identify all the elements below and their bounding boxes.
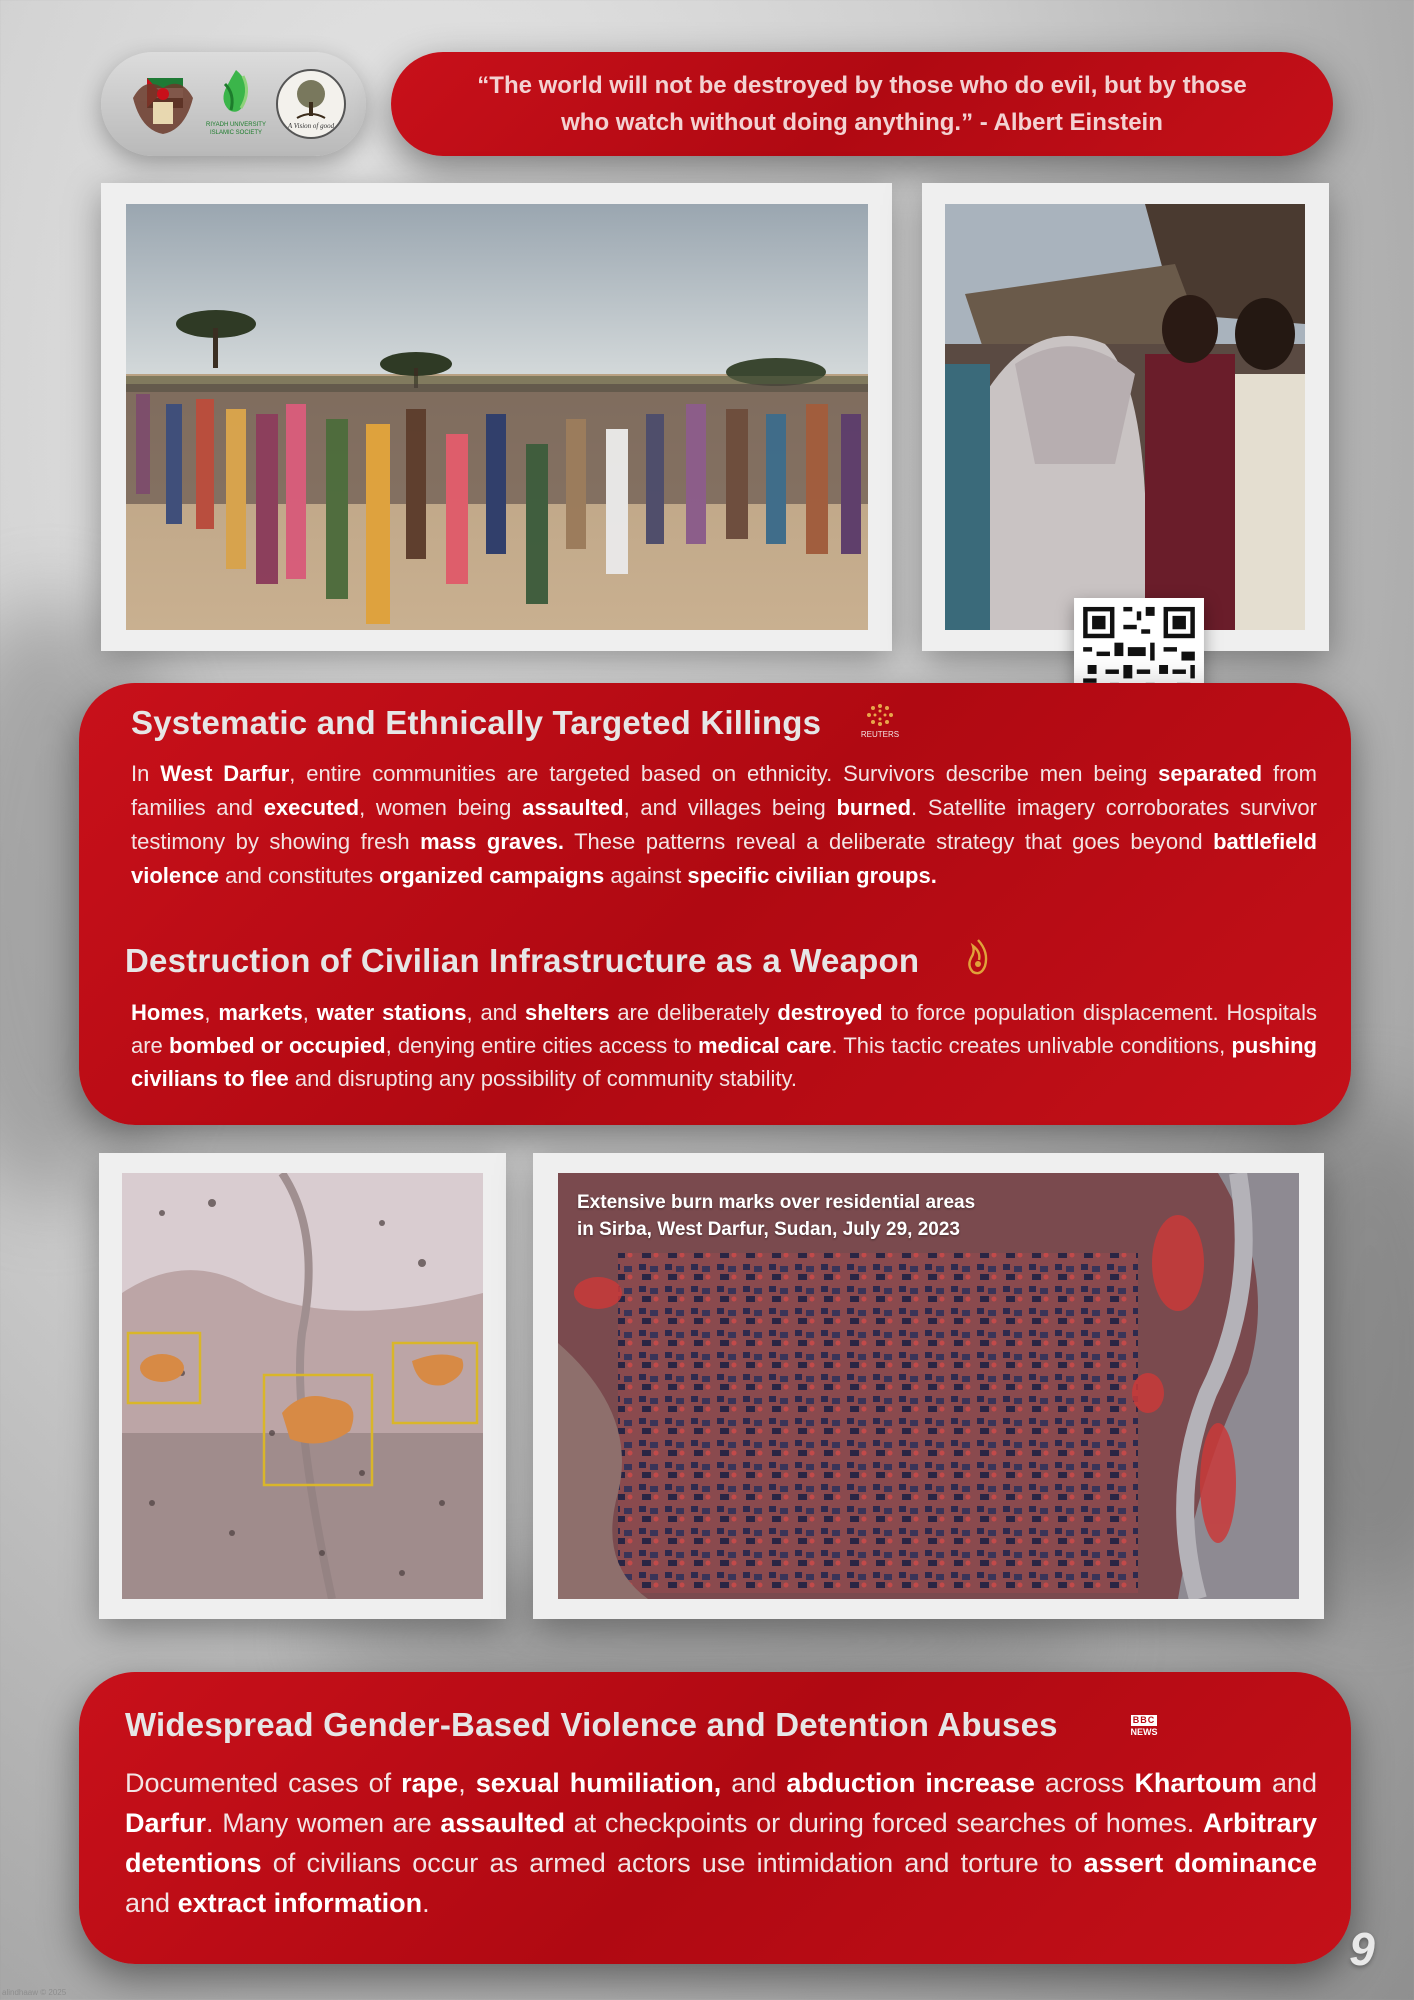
body-text: These patterns reveal a deliberate strategy that goes beyond xyxy=(563,829,1214,854)
page-number: 9 xyxy=(1349,1923,1375,1975)
body-text: , xyxy=(204,1000,219,1025)
section-body-infrastructure xyxy=(131,996,1317,1095)
emphasized-text: separated xyxy=(1158,761,1263,786)
body-text: . Satellite imagery corroborates survivor testimony by showing fresh xyxy=(131,795,1317,854)
satellite-mass-graves xyxy=(122,1173,483,1599)
burn-image-caption xyxy=(577,1189,975,1243)
satellite-frame-burn xyxy=(533,1153,1324,1619)
emphasized-text: organized campaigns xyxy=(379,863,605,888)
body-text: . This tactic creates unlivable conditions, xyxy=(831,1033,1232,1058)
emphasized-text: destroyed xyxy=(777,1000,883,1025)
body-text: from families and xyxy=(131,761,1317,820)
body-text: and xyxy=(1261,1768,1317,1798)
vision-of-good-logo xyxy=(273,66,349,142)
body-text: at checkpoints or during forced searches of homes. xyxy=(564,1808,1203,1838)
emphasized-text: assaulted xyxy=(440,1808,565,1838)
burn-caption-line1: Extensive burn marks over residential areas xyxy=(577,1192,976,1213)
reuters-source-badge xyxy=(860,702,900,739)
emphasized-text: specific civilian groups. xyxy=(687,863,937,888)
emphasized-text: executed xyxy=(263,795,360,820)
bbc-news-text: NEWS xyxy=(1130,1727,1158,1737)
reuters-icon xyxy=(865,702,895,730)
svg-text:ISLAMIC SOCIETY: ISLAMIC SOCIETY xyxy=(209,130,263,136)
body-text: against xyxy=(604,863,688,888)
photo-frame-mourners xyxy=(922,183,1329,651)
footer-credit: alindhaaw © 2025 xyxy=(2,1988,67,1997)
emphasized-text: assaulted xyxy=(522,795,624,820)
svg-text:A Vision of good: A Vision of good xyxy=(287,122,335,130)
body-text: . xyxy=(422,1888,430,1918)
svg-text:RIYADH UNIVERSITY: RIYADH UNIVERSITY xyxy=(206,122,266,128)
emphasized-text: markets xyxy=(218,1000,303,1025)
emphasized-text: shelters xyxy=(525,1000,610,1025)
body-text: are deliberately xyxy=(609,1000,778,1025)
emphasized-text: burned xyxy=(836,795,912,820)
body-text: , and xyxy=(466,1000,526,1025)
body-text: across xyxy=(1034,1768,1135,1798)
photo-frame-crowd xyxy=(101,183,892,651)
emphasized-text: rape xyxy=(401,1768,459,1798)
sudan-emblem-logo xyxy=(125,68,201,140)
body-text: and xyxy=(721,1768,787,1798)
section-title-gender-violence: Widespread Gender-Based Violence and Detention Abuses xyxy=(125,1706,1058,1743)
emphasized-text: Homes xyxy=(131,1000,205,1025)
emphasized-text: West Darfur xyxy=(160,761,290,786)
body-text: Documented cases of xyxy=(125,1768,402,1798)
reuters-label: REUTERS xyxy=(860,730,900,739)
section-title-killings: Systematic and Ethnically Targeted Killings xyxy=(131,704,822,741)
body-text: of civilians occur as armed actors use intimidation and torture to xyxy=(261,1848,1084,1878)
body-text: to force population displacement. Hospitals are xyxy=(131,1000,1317,1058)
emphasized-text: mass graves. xyxy=(420,829,564,854)
section-body-killings xyxy=(131,757,1317,893)
satellite-frame-graves xyxy=(99,1153,506,1619)
emphasized-text: sexual humiliation, xyxy=(475,1768,722,1798)
emphasized-text: pushing civilians to flee xyxy=(131,1033,1317,1091)
islamic-society-logo xyxy=(205,66,267,142)
emphasized-text: battlefield violence xyxy=(131,829,1317,888)
section-body-gender-violence xyxy=(125,1763,1317,1923)
emphasized-text: water stations xyxy=(316,1000,467,1025)
burn-caption-line2: in Sirba, West Darfur, Sudan, July 29, 2023 xyxy=(577,1219,960,1240)
body-text: , xyxy=(302,1000,317,1025)
body-text: , denying entire cities access to xyxy=(385,1033,698,1058)
bbc-news-badge xyxy=(1127,1715,1161,1738)
body-text: . Many women are xyxy=(206,1808,441,1838)
body-text: and disrupting any possibility of community stability. xyxy=(288,1066,798,1091)
emphasized-text: Arbitrary detentions xyxy=(125,1808,1318,1878)
logo-group xyxy=(101,52,366,156)
emphasized-text: Khartoum xyxy=(1134,1768,1262,1798)
emphasized-text: bombed or occupied xyxy=(169,1033,386,1058)
body-text: and constitutes xyxy=(219,863,380,888)
body-text: , women being xyxy=(359,795,523,820)
photo-mourners xyxy=(945,204,1305,630)
quote-text: “The world will not be destroyed by those who do evil, but by those who watch without doing anything.” - Albert Einstein xyxy=(477,72,1247,136)
body-text: , and villages being xyxy=(623,795,837,820)
body-text: , entire communities are targeted based on ethnicity. Survivors describe men being xyxy=(289,761,1159,786)
bbc-logo-text: BBC xyxy=(1132,1715,1156,1725)
emphasized-text: abduction increase xyxy=(786,1768,1035,1798)
body-text: In xyxy=(131,761,161,786)
emphasized-text: assert dominance xyxy=(1083,1848,1317,1878)
photo-crowd xyxy=(126,204,868,630)
body-text: and xyxy=(125,1888,178,1918)
al-jazeera-icon xyxy=(963,938,993,978)
emphasized-text: medical care xyxy=(697,1033,832,1058)
section-title-infrastructure: Destruction of Civilian Infrastructure as a Weapon xyxy=(125,942,920,979)
emphasized-text: Darfur xyxy=(125,1808,207,1838)
body-text: , xyxy=(458,1768,476,1798)
emphasized-text: extract information xyxy=(177,1888,423,1918)
quote-banner xyxy=(391,52,1333,156)
